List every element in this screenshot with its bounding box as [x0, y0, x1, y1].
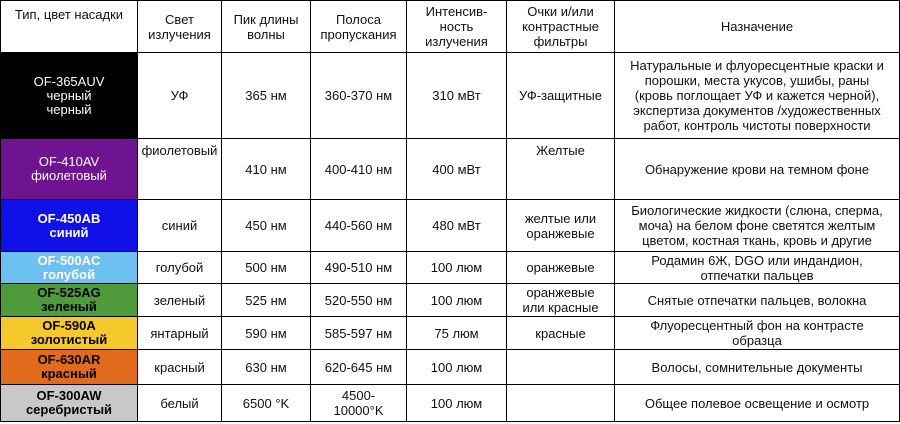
type-cell: OF-525AG зеленый: [1, 284, 138, 317]
band-cell: 490-510 нм: [311, 252, 407, 284]
header-glasses: Очки и/или контрастные фильтры: [507, 1, 615, 53]
glasses-cell: желтые или оранжевые: [507, 200, 615, 252]
peak-cell: 365 нм: [222, 53, 311, 139]
glasses-cell: [507, 385, 615, 422]
glasses-cell: УФ-защитные: [507, 53, 615, 139]
band-cell: 585-597 нм: [311, 317, 407, 350]
band-cell: 400-410 нм: [311, 139, 407, 200]
peak-cell: 410 нм: [222, 139, 311, 200]
light-cell: фиолетовый: [138, 139, 222, 200]
intensity-cell: 75 люм: [407, 317, 507, 350]
glasses-cell: оранжевые или красные: [507, 284, 615, 317]
light-cell: красный: [138, 350, 222, 385]
intensity-cell: 400 мВт: [407, 139, 507, 200]
header-light: Свет излучения: [138, 1, 222, 53]
band-cell: 520-550 нм: [311, 284, 407, 317]
intensity-cell: 310 мВт: [407, 53, 507, 139]
purpose-cell: Обнаружение крови на темном фоне: [615, 139, 900, 200]
type-cell: OF-365AUV черный черный: [1, 53, 138, 139]
light-cell: белый: [138, 385, 222, 422]
table-row: [1, 350, 900, 385]
peak-cell: 500 нм: [222, 252, 311, 284]
header-type: Тип, цвет насадки: [1, 1, 138, 53]
table-row: [1, 284, 900, 317]
intensity-cell: 100 люм: [407, 252, 507, 284]
glasses-cell: оранжевые: [507, 252, 615, 284]
purpose-cell: Родамин 6Ж, DGO или индандион, отпечатки пальцев: [615, 252, 900, 284]
intensity-cell: 480 мВт: [407, 200, 507, 252]
header-peak: Пик длины волны: [222, 1, 311, 53]
peak-cell: 450 нм: [222, 200, 311, 252]
table-row: [1, 317, 900, 350]
band-cell: 4500- 10000°K: [311, 385, 407, 422]
purpose-cell: Общее полевое освещение и осмотр: [615, 385, 900, 422]
intensity-cell: 100 люм: [407, 284, 507, 317]
header-row: [1, 1, 900, 53]
type-cell: OF-410AV фиолетовый: [1, 139, 138, 200]
type-cell: OF-630AR красный: [1, 350, 138, 385]
light-cell: янтарный: [138, 317, 222, 350]
table-row: [1, 385, 900, 422]
band-cell: 620-645 нм: [311, 350, 407, 385]
glasses-cell: Желтые: [507, 139, 615, 200]
table-row: [1, 139, 900, 200]
table-row: [1, 53, 900, 139]
type-cell: OF-450AB синий: [1, 200, 138, 252]
purpose-cell: Флуоресцентный фон на контрасте образца: [615, 317, 900, 350]
light-cell: зеленый: [138, 284, 222, 317]
type-cell: OF-590A золотистый: [1, 317, 138, 350]
peak-cell: 6500 °K: [222, 385, 311, 422]
glasses-cell: красные: [507, 317, 615, 350]
glasses-cell: [507, 350, 615, 385]
table-row: [1, 200, 900, 252]
header-band: Полоса пропускания: [311, 1, 407, 53]
purpose-cell: Волосы, сомнительные документы: [615, 350, 900, 385]
band-cell: 360-370 нм: [311, 53, 407, 139]
light-cell: голубой: [138, 252, 222, 284]
peak-cell: 630 нм: [222, 350, 311, 385]
header-purpose: Назначение: [615, 1, 900, 53]
table-row: [1, 252, 900, 284]
type-cell: OF-300AW серебристый: [1, 385, 138, 422]
purpose-cell: Биологические жидкости (слюна, сперма, моча) на белом фоне светятся желтым цветом, костная ткань, кровь и другие: [615, 200, 900, 252]
purpose-cell: Натуральные и флуоресцентные краски и порошки, места укусов, ушибы, раны (кровь поглощает УФ и кажется черной), экспертиза документов /художественных работ, контроль чистоты поверхности: [615, 53, 900, 139]
intensity-cell: 100 люм: [407, 385, 507, 422]
purpose-cell: Снятые отпечатки пальцев, волокна: [615, 284, 900, 317]
light-cell: синий: [138, 200, 222, 252]
band-cell: 440-560 нм: [311, 200, 407, 252]
light-cell: УФ: [138, 53, 222, 139]
peak-cell: 590 нм: [222, 317, 311, 350]
intensity-cell: 100 люм: [407, 350, 507, 385]
type-cell: OF-500AC голубой: [1, 252, 138, 284]
peak-cell: 525 нм: [222, 284, 311, 317]
header-intensity: Интенсив- ность излучения: [407, 1, 507, 53]
